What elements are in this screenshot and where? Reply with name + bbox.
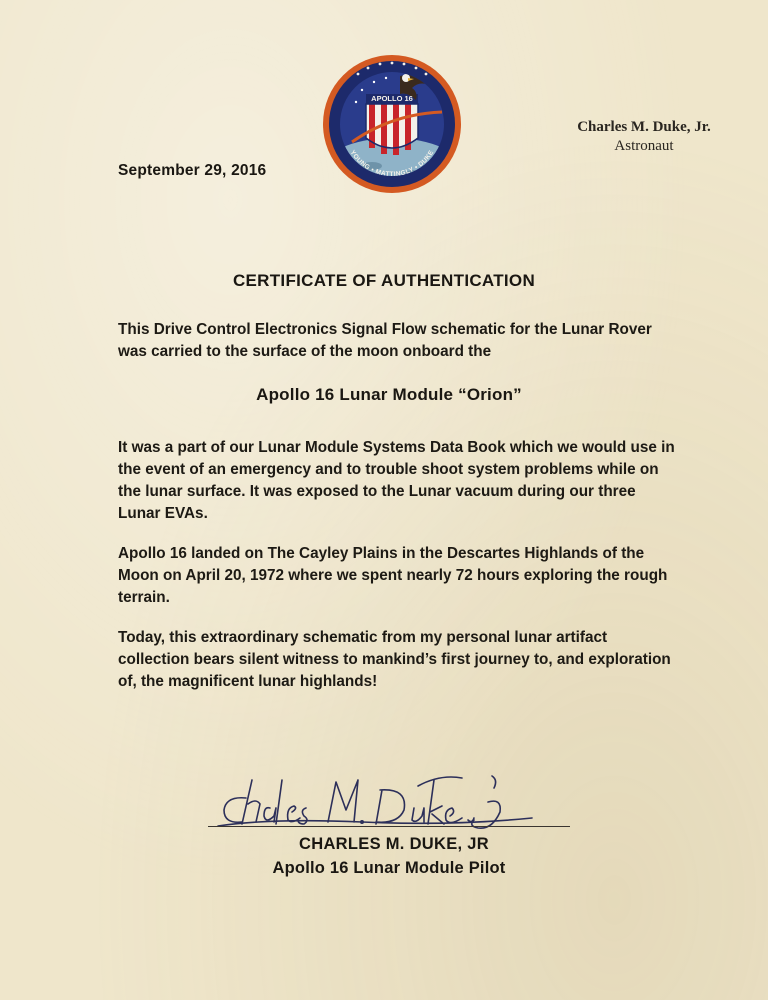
signer-printed-name: CHARLES M. DUKE, JR — [299, 835, 489, 853]
author-name: Charles M. Duke, Jr. — [577, 119, 711, 135]
mission-patch-graphic — [322, 54, 462, 194]
handwritten-signature — [212, 768, 552, 834]
mission-name: Apollo 16 Lunar Module “Orion” — [256, 385, 522, 404]
certificate-date: September 29, 2016 — [118, 162, 267, 179]
certificate-title: CERTIFICATE OF AUTHENTICATION — [232, 271, 536, 290]
landing-paragraph: Apollo 16 landed on The Cayley Plains in the Descartes Highlands of the Moon on April 20, 1972 where we spent nearly 72 hours exploring the rough terrain. — [118, 545, 668, 606]
signature-graphic — [212, 768, 552, 834]
signer-role: Apollo 16 Lunar Module Pilot — [272, 859, 506, 877]
data-book-paragraph: It was a part of our Lunar Module Systems Data Book which we would use in the event of an emergency and to trouble shoot system problems while on the lunar surface. It was exposed to the Lunar vacuum during our three Lunar EVAs. — [118, 439, 675, 522]
apollo-16-mission-patch — [322, 54, 462, 194]
signature-line — [208, 826, 570, 827]
patch-crew-text: YOUNG • MATTINGLY • DUKE — [348, 149, 436, 179]
patch-banner-text: APOLLO 16 — [371, 94, 413, 103]
author-title: Astronaut — [614, 138, 674, 154]
intro-paragraph: This Drive Control Electronics Signal Flow schematic for the Lunar Rover was carried to the surface of the moon onboard the — [118, 321, 652, 360]
closing-paragraph: Today, this extraordinary schematic from my personal lunar artifact collection bears silent witness to mankind’s first journey to, and exploration of, the magnificent lunar highlands! — [118, 629, 671, 690]
author-block — [552, 118, 736, 156]
